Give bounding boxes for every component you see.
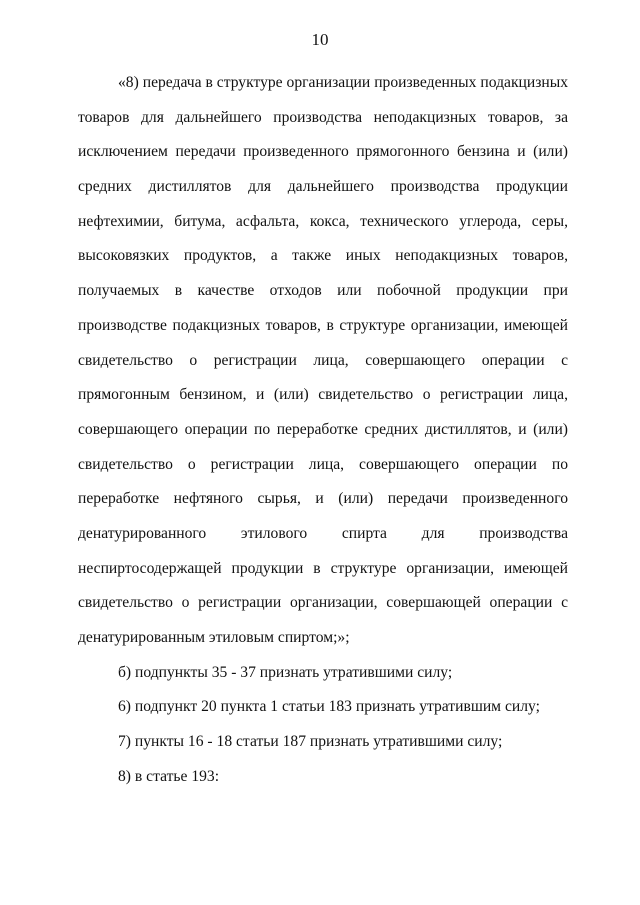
paragraph-line: денатурированного этилового спирта для производства	[78, 524, 568, 542]
paragraph-line: свидетельство о регистрации лица, совершающего операции с	[78, 351, 568, 369]
paragraph-line: свидетельство о регистрации лица, совершающего операции по	[78, 455, 568, 473]
list-item: 7) пункты 16 - 18 статьи 187 признать утратившими силу;	[118, 733, 503, 751]
list-item: 6) подпункт 20 пункта 1 статьи 183 признать утратившим силу;	[118, 698, 540, 716]
paragraph-line: денатурированным этиловым спиртом;»;	[78, 629, 350, 646]
paragraph-line: «8) передача в структуре организации произведенных подакцизных	[118, 74, 568, 91]
paragraph-line: исключением передачи произведенного прямогонного бензина и (или)	[78, 143, 568, 161]
paragraph-line: неспиртосодержащей продукции в структуре организации, имеющей	[78, 559, 568, 577]
list-item: б) подпункты 35 - 37 признать утратившими силу;	[118, 663, 453, 681]
paragraph-line: совершающего операции по переработке средних дистиллятов, и (или)	[78, 420, 568, 438]
paragraph-line: средних дистиллятов для дальнейшего производства продукции	[78, 178, 568, 196]
paragraph-line: свидетельство о регистрации организации, совершающей операции с	[78, 594, 568, 612]
paragraph-line: получаемых в качестве отходов или побочной продукции при	[78, 282, 568, 300]
paragraph-line: товаров для дальнейшего производства неподакцизных товаров, за	[78, 108, 568, 126]
paragraph-line: производстве подакцизных товаров, в структуре организации, имеющей	[78, 316, 568, 334]
list-item: 8) в статье 193:	[118, 767, 220, 785]
page-number: 10	[311, 30, 329, 49]
paragraph-line: нефтехимии, битума, асфальта, кокса, технического углерода, серы,	[78, 212, 568, 230]
paragraph-line: высоковязких продуктов, а также иных неподакцизных товаров,	[78, 247, 568, 265]
paragraph-line: прямогонным бензином, и (или) свидетельство о регистрации лица,	[78, 386, 568, 404]
paragraph-line: переработке нефтяного сырья, и (или) передачи произведенного	[78, 490, 568, 508]
document-body	[78, 66, 568, 794]
